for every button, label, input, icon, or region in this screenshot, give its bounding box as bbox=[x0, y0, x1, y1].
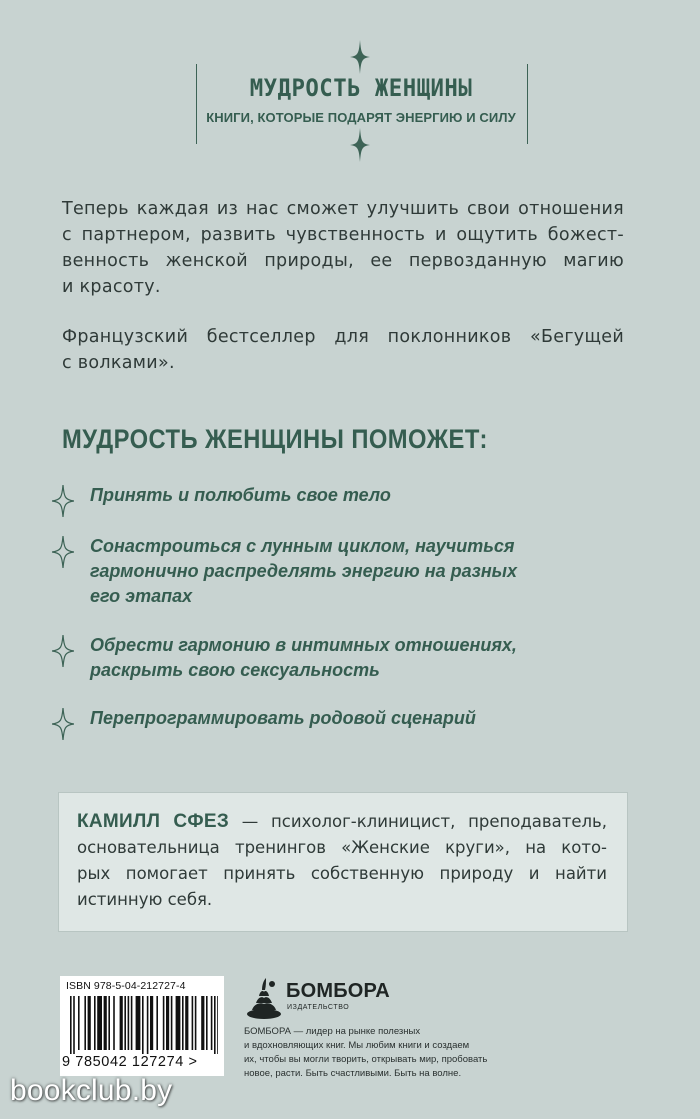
text-line: рых помогает принять собственную природу и найти bbox=[77, 864, 607, 883]
watermark: bookclub.by bbox=[10, 1074, 173, 1107]
sparkle-bullet-icon bbox=[52, 635, 74, 667]
barcode-bar bbox=[97, 996, 102, 1050]
list-item-text: Обрести гармонию в интимных отношениях, bbox=[90, 635, 517, 655]
barcode-bar bbox=[150, 996, 153, 1050]
text-line: и вдохновляющих книг. Мы любим книги и создаем bbox=[244, 1040, 470, 1051]
text-line: Французский бестселлер для поклонников «Бегущей bbox=[62, 327, 624, 347]
barcode-bar bbox=[171, 996, 173, 1050]
publisher-subtitle: ИЗДАТЕЛЬСТВО bbox=[287, 1004, 350, 1011]
barcode-bar bbox=[73, 996, 75, 1054]
barcode-bar bbox=[206, 996, 208, 1050]
sparkle-icon bbox=[350, 128, 370, 162]
text-line: с волками». bbox=[62, 353, 175, 373]
barcode-icon bbox=[68, 996, 218, 1054]
author-first-line bbox=[77, 809, 607, 835]
barcode-bar bbox=[182, 996, 184, 1050]
barcode-bar bbox=[211, 996, 213, 1050]
barcode-block bbox=[60, 976, 224, 1076]
barcode-bar bbox=[217, 996, 218, 1054]
barcode-bar bbox=[131, 996, 133, 1050]
barcode-bar bbox=[88, 996, 91, 1050]
text-line: новое, расти. Быть счастливыми. Быть на волне. bbox=[244, 1068, 462, 1079]
benefits-heading: МУДРОСТЬ ЖЕНЩИНЫ ПОМОЖЕТ: bbox=[62, 424, 488, 454]
barcode-bar bbox=[113, 996, 115, 1050]
barcode-bar bbox=[94, 996, 96, 1050]
author-name: КАМИЛЛ СФЕЗ bbox=[77, 811, 230, 832]
text-line: основательница тренингов «Женские круги», на кото- bbox=[77, 838, 607, 857]
barcode-bar bbox=[78, 996, 80, 1050]
barcode-bar bbox=[128, 996, 130, 1050]
text-line: и красоту. bbox=[62, 277, 161, 297]
barcode-bar bbox=[163, 996, 165, 1050]
barcode-bar bbox=[142, 996, 144, 1054]
barcode-bar bbox=[195, 996, 197, 1050]
author-role: — психолог-клиницист, преподаватель, bbox=[229, 812, 607, 831]
barcode-bar bbox=[108, 996, 110, 1050]
text-line: БОМБОРА — лидер на рынке полезных bbox=[244, 1026, 421, 1037]
intro-paragraph bbox=[62, 196, 624, 300]
text-line: их, чтобы вы могли творить, открывать мир, пробовать bbox=[244, 1054, 488, 1065]
sparkle-bullet-icon bbox=[52, 708, 74, 740]
sparkle-bullet-icon bbox=[52, 536, 74, 568]
sparkle-icon bbox=[350, 40, 370, 74]
list-item-text: раскрыть свою сексуальность bbox=[90, 660, 380, 680]
barcode-bar bbox=[147, 996, 149, 1054]
barcode-bar bbox=[176, 996, 181, 1050]
barcode-bar bbox=[201, 996, 204, 1050]
barcode-bar bbox=[214, 996, 216, 1054]
publisher-description bbox=[244, 1025, 564, 1081]
bestseller-paragraph bbox=[62, 324, 624, 376]
barcode-bar bbox=[70, 996, 72, 1054]
list-item-text: гармонично распределять энергию на разных bbox=[90, 561, 518, 581]
barcode-digits: 9 785042 127274 > bbox=[62, 1054, 198, 1070]
author-bio bbox=[77, 809, 607, 913]
text-line: Теперь каждая из нас сможет улучшить свои отношения bbox=[62, 199, 624, 219]
barcode-bar bbox=[166, 996, 169, 1050]
author-box bbox=[58, 792, 628, 932]
barcode-bar bbox=[120, 996, 123, 1050]
series-title: МУДРОСТЬ ЖЕНЩИНЫ bbox=[249, 74, 473, 102]
barcode-bar bbox=[136, 996, 141, 1050]
barcode-bar bbox=[185, 996, 188, 1050]
text-line: венность женской природы, ее первозданную магию bbox=[62, 251, 624, 271]
barcode-bar bbox=[156, 996, 158, 1050]
barcode-bar bbox=[104, 996, 107, 1050]
barcode-bar bbox=[84, 996, 86, 1050]
series-subtitle: КНИГИ, КОТОРЫЕ ПОДАРЯТ ЭНЕРГИЮ И СИЛУ bbox=[206, 110, 516, 125]
isbn: ISBN 978-5-04-212727-4 bbox=[66, 980, 186, 992]
list-item-text: его этапах bbox=[90, 586, 193, 606]
text-line: истинную себя. bbox=[77, 890, 213, 909]
bombora-logo-icon bbox=[244, 976, 284, 1020]
publisher-name: БОМБОРА bbox=[286, 980, 390, 1002]
barcode-bar bbox=[192, 996, 194, 1050]
barcode-bar bbox=[124, 996, 126, 1050]
list-item-text: Перепрограммировать родовой сценарий bbox=[90, 708, 476, 728]
text-line: с партнером, развить чувственность и ощутить божест- bbox=[62, 225, 624, 245]
sparkle-bullet-icon bbox=[52, 485, 74, 517]
list-item-text: Принять и полюбить свое тело bbox=[90, 485, 391, 505]
list-item-text: Сонастроиться с лунным циклом, научиться bbox=[90, 536, 515, 556]
